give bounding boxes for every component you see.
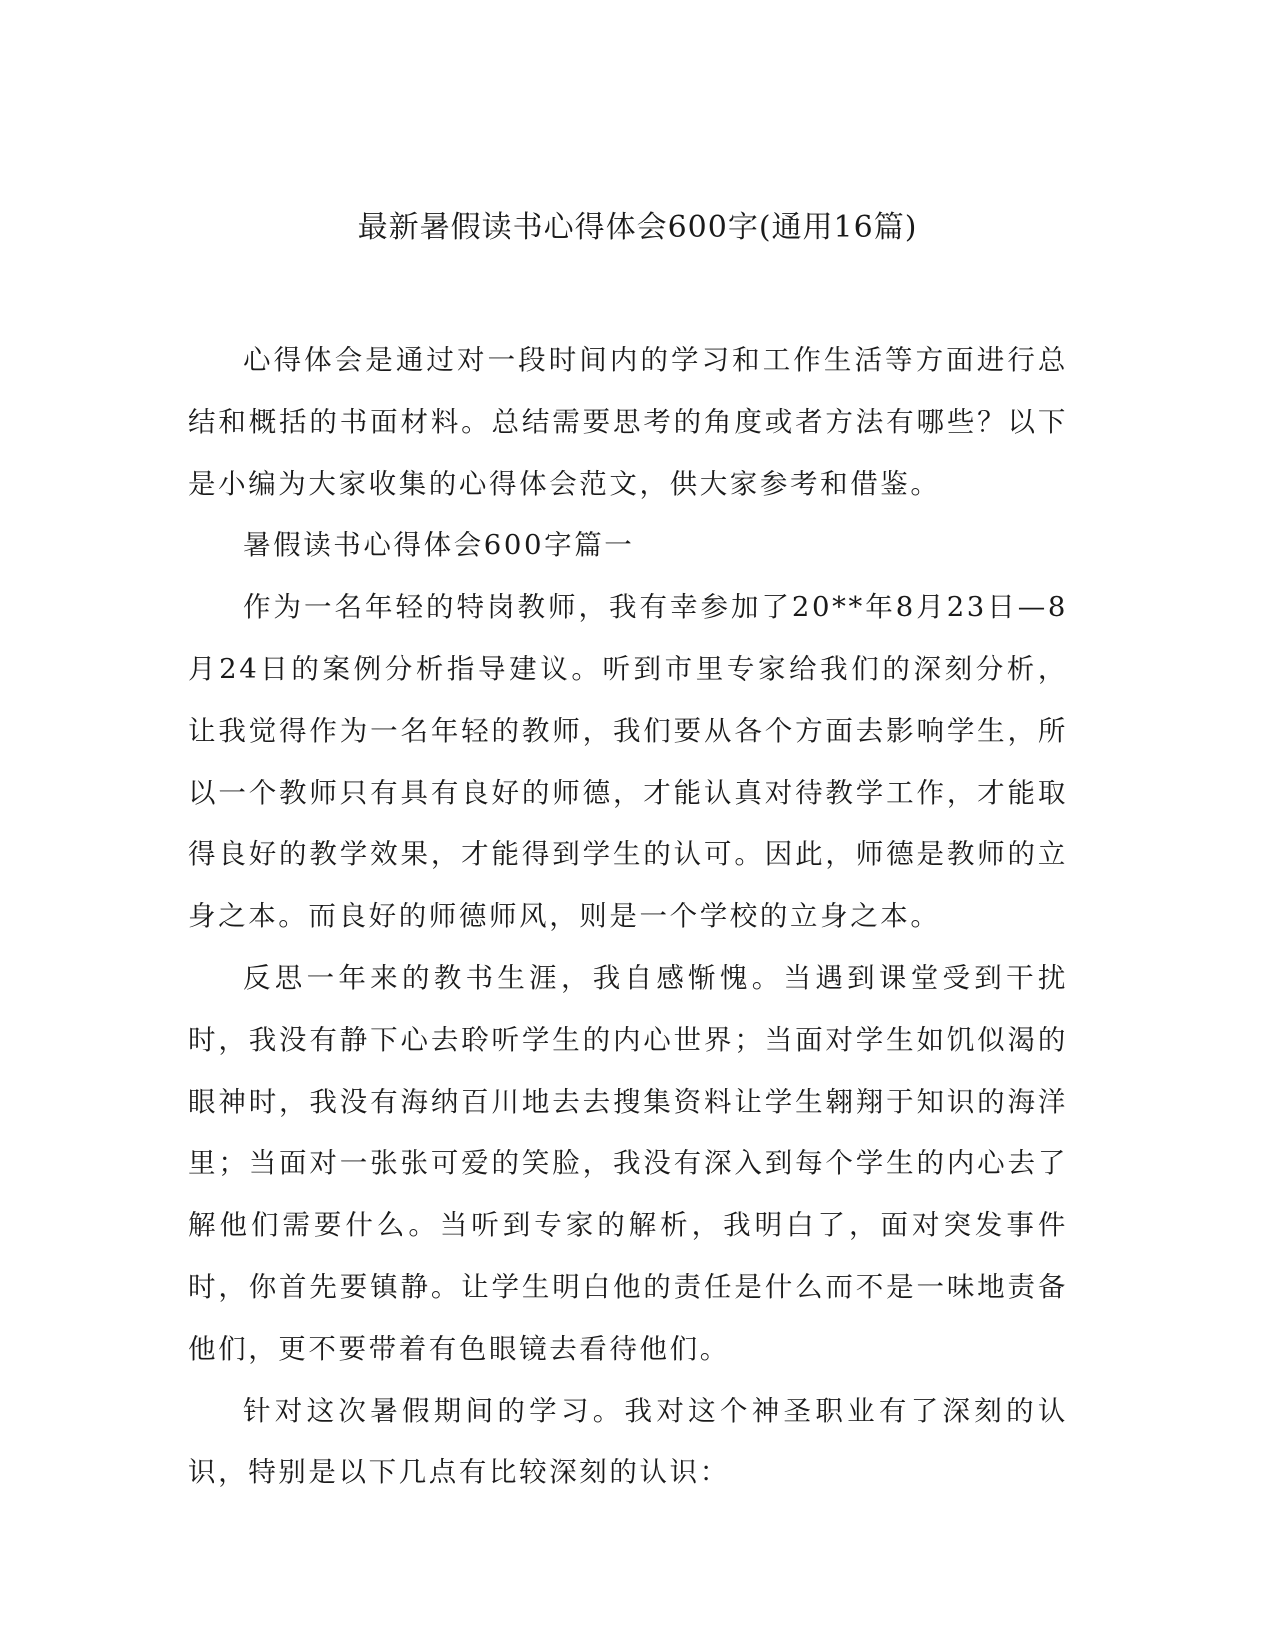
body-paragraph: 针对这次暑假期间的学习。我对这个神圣职业有了深刻的认识，特别是以下几点有比较深刻的认识： [188,1394,1068,1489]
document-title: 最新暑假读书心得体会600字(通用16篇) [357,210,918,245]
body-paragraph: 作为一名年轻的特岗教师，我有幸参加了20**年8月23日—8月24日的案例分析指导建议。听到市里专家给我们的深刻分析，让我觉得作为一名年轻的教师，我们要从各个方面去影响学生，所以一个教师只有具有良好的师德，才能认真对待教学工作，才能取得良好的教学效果，才能得到学生的认可。因此，师德是教师的立身之本。而良好的师德师风，则是一个学校的立身之本。 [188,591,1068,933]
body-paragraph: 反思一年来的教书生涯，我自感惭愧。当遇到课堂受到干扰时，我没有静下心去聆听学生的内心世界；当面对学生如饥似渴的眼神时，我没有海纳百川地去去搜集资料让学生翱翔于知识的海洋里；当面对一张张可爱的笑脸，我没有深入到每个学生的内心去了解他们需要什么。当听到专家的解析，我明白了，面对突发事件时，你首先要镇静。让学生明白他的责任是什么而不是一味地责备他们，更不要带着有色眼镜去看待他们。 [188,961,1068,1365]
intro-paragraph: 心得体会是通过对一段时间内的学习和工作生活等方面进行总结和概括的书面材料。总结需要思考的角度或者方法有哪些？以下是小编为大家收集的心得体会范文，供大家参考和借鉴。 [188,344,1068,500]
document-body [188,330,1068,1504]
section-heading: 暑假读书心得体会600字篇一 [243,529,635,562]
